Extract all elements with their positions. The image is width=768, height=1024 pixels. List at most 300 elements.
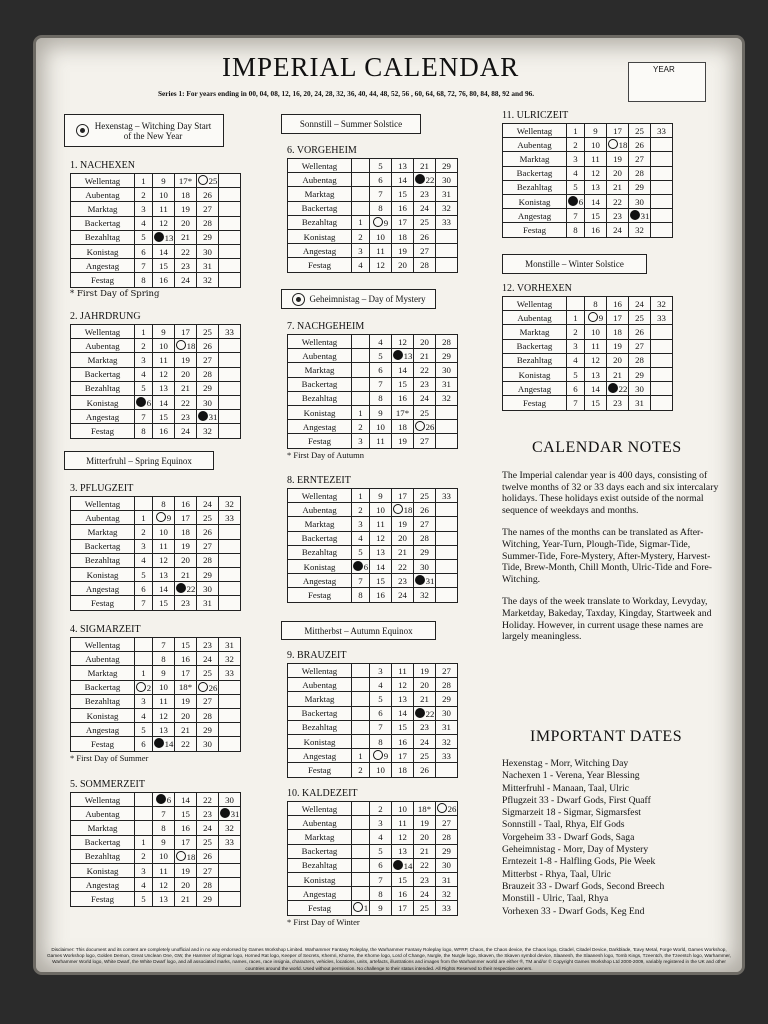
date-cell: 30 (197, 395, 219, 409)
calendar-row (71, 723, 241, 737)
series-subtitle: Series 1: For years ending in 00, 04, 08, 12, 16, 20, 24, 28, 32, 36, 40, 44, 48, 52, 56 , 60, 64, 68, 72, 76, 80, 84, 88, 92 and 96. (158, 89, 535, 98)
moon-icon (76, 124, 89, 137)
month-title: 9. BRAUZEIT (287, 650, 347, 661)
date-cell: 24 (197, 497, 219, 511)
date-cell: 28 (414, 258, 436, 272)
calendar-row (288, 531, 458, 545)
date-cell: 7 (153, 807, 175, 821)
weekday-cell: Aubentag (71, 339, 135, 353)
weekday-cell: Bezahltag (288, 391, 352, 405)
date-cell: 8 (370, 201, 392, 215)
date-cell (352, 377, 370, 391)
calendar-row (288, 749, 458, 763)
date-cell: 25 (197, 174, 219, 188)
date-cell: 26 (629, 325, 651, 339)
date-cell: 19 (392, 517, 414, 531)
date-cell (352, 363, 370, 377)
weekday-cell: Aubentag (288, 173, 352, 187)
date-cell: 7 (153, 638, 175, 652)
weekday-cell: Konistag (288, 229, 352, 243)
weekday-cell: Angestag (288, 749, 352, 763)
date-cell (219, 381, 241, 395)
date-cell: 29 (436, 692, 458, 706)
date-cell (219, 424, 241, 438)
date-cell (219, 723, 241, 737)
date-cell: 4 (370, 830, 392, 844)
date-cell (651, 325, 673, 339)
calendar-row (71, 892, 241, 906)
date-cell: 5 (352, 545, 370, 559)
calendar-row (71, 497, 241, 511)
date-cell: 24 (197, 652, 219, 666)
date-cell: 20 (392, 531, 414, 545)
date-cell: 11 (153, 539, 175, 553)
date-cell: 1 (352, 489, 370, 503)
calendar-row (288, 844, 458, 858)
weekday-cell: Festag (288, 763, 352, 777)
calendar-row (71, 878, 241, 892)
full-moon-icon (136, 397, 146, 407)
calendar-row (71, 638, 241, 652)
notes-paragraph: The Imperial calendar year is 400 days, consisting of twelve months of 32 or 33 days each and six intercalary holidays. These holidays exist outside of the normal sequence of weekdays and months. (502, 470, 719, 516)
page-title: IMPERIAL CALENDAR (222, 52, 520, 82)
weekday-cell: Angestag (503, 382, 567, 396)
date-cell (436, 588, 458, 602)
date-cell: 15 (392, 187, 414, 201)
date-cell: 30 (197, 737, 219, 751)
calendar-row (71, 849, 241, 863)
date-cell: 21 (414, 159, 436, 173)
calendar-row (71, 680, 241, 694)
date-cell: 20 (175, 708, 197, 722)
date-cell (352, 391, 370, 405)
weekday-cell: Konistag (71, 244, 135, 258)
date-cell (352, 187, 370, 201)
date-cell (135, 652, 153, 666)
date-cell: 32 (219, 821, 241, 835)
calendar-row (71, 835, 241, 849)
date-cell: 24 (197, 821, 219, 835)
weekday-cell: Aubentag (288, 503, 352, 517)
weekday-cell: Festag (503, 396, 567, 410)
holiday-mitterbst (281, 621, 436, 640)
calendar-row (71, 539, 241, 553)
date-cell: 13 (153, 381, 175, 395)
date-cell: 4 (567, 353, 585, 367)
date-cell: 3 (370, 664, 392, 678)
date-cell (436, 244, 458, 258)
month-grid (287, 334, 458, 449)
month-title: 1. NACHEXEN (70, 160, 135, 171)
month-grid (70, 496, 241, 611)
date-cell: 27 (197, 539, 219, 553)
date-cell: 7 (567, 209, 585, 223)
calendar-row (288, 489, 458, 503)
notes-heading: CALENDAR NOTES (532, 439, 682, 456)
date-cell: 16 (175, 652, 197, 666)
date-cell: 14 (175, 793, 197, 807)
month-grid (287, 488, 458, 603)
date-cell: 22 (414, 706, 436, 720)
date-cell: 19 (175, 694, 197, 708)
date-cell: 21 (175, 381, 197, 395)
weekday-cell: Angestag (288, 887, 352, 901)
new-moon-icon (415, 421, 425, 431)
calendar-row (71, 652, 241, 666)
disclaimer: Disclaimer: This document and its content are completely unofficial and in no way endorsed by Games Workshop Limited. Warhammer Fantasy Roleplay, the Warhammer Fantasy Roleplay logo, WFRP, Chaos, the Chaos device, the Chaos logo, Citadel, Citadel Device, Darkblade, 'Eavy Metal, Forge World, Games Workshop, Games Workshop logo, Golden Demon, Great Unclean One, GW, the Hammer of Sigmar logo, Horned Rat logo, Keeper of Secrets, Khemri, Khorne, the Khorne logo, Lord of Change, Nurgle, the Nurgle logo, Skaven, the Skaven symbol device, Slaanesh, the Slaanesh logo, Tomb Kings, Tzeentch, the Tzeentch logo, Warhammer, Warhammer World logo, White Dwarf, the White Dwarf logo, and all associated marks, names, races, race insignia, characters, vehicles, locations, units, artefacts, illustrations and images from the Warhammer world are either ®, TM and/or © Copyright Games Workshop Ltd 2000-2009, variably registered in the UK and other countries around the world. Used without permission. No challenge to their status intended. All Rights Reserved to their respective owners. (47, 947, 731, 971)
weekday-cell: Backertag (71, 835, 135, 849)
date-cell: 11 (585, 339, 607, 353)
date-cell (651, 209, 673, 223)
holiday-monstille (502, 254, 647, 274)
date-cell: 15 (392, 377, 414, 391)
weekday-cell: Wellentag (71, 497, 135, 511)
weekday-cell: Marktag (71, 202, 135, 216)
date-cell: 23 (197, 638, 219, 652)
date-cell: 8 (352, 588, 370, 602)
holiday-sonnstill (281, 114, 421, 134)
date-cell: 2 (352, 420, 370, 434)
date-cell: 18 (392, 503, 414, 517)
calendar-row (71, 737, 241, 751)
calendar-row (288, 173, 458, 187)
calendar-row (503, 396, 673, 410)
date-cell: 25 (414, 749, 436, 763)
date-cell (436, 574, 458, 588)
weekday-cell: Wellentag (288, 489, 352, 503)
date-cell (651, 180, 673, 194)
calendar-row (288, 887, 458, 901)
full-moon-icon (608, 383, 618, 393)
date-cell: 11 (370, 244, 392, 258)
date-cell: 33 (436, 901, 458, 915)
weekday-cell: Angestag (71, 723, 135, 737)
date-cell: 22 (414, 173, 436, 187)
date-cell: 24 (414, 887, 436, 901)
date-cell (436, 258, 458, 272)
date-cell: 16 (585, 223, 607, 237)
calendar-row (71, 339, 241, 353)
important-date-item: Mitterfruhl - Manaan, Taal, Ulric (502, 782, 630, 794)
date-cell (436, 434, 458, 448)
calendar-row (288, 363, 458, 377)
calendar-row (288, 816, 458, 830)
date-cell (352, 802, 370, 816)
calendar-row (71, 353, 241, 367)
date-cell: 9 (153, 174, 175, 188)
date-cell: 21 (175, 230, 197, 244)
calendar-page (36, 38, 742, 972)
date-cell: 6 (352, 559, 370, 573)
calendar-row (71, 821, 241, 835)
date-cell (219, 708, 241, 722)
date-cell: 19 (175, 863, 197, 877)
date-cell: 19 (392, 434, 414, 448)
date-cell: 28 (197, 216, 219, 230)
date-cell: 1 (135, 325, 153, 339)
date-cell: 15 (392, 872, 414, 886)
date-cell (219, 892, 241, 906)
date-cell (135, 497, 153, 511)
date-cell: 33 (436, 489, 458, 503)
date-cell: 1 (135, 666, 153, 680)
date-cell: 13 (153, 567, 175, 581)
weekday-cell: Festag (288, 258, 352, 272)
weekday-cell: Konistag (503, 367, 567, 381)
new-moon-icon (373, 750, 383, 760)
date-cell: 23 (197, 807, 219, 821)
calendar-row (503, 194, 673, 208)
full-moon-icon (220, 808, 230, 818)
date-cell (219, 244, 241, 258)
date-cell: 31 (197, 259, 219, 273)
date-cell: 29 (197, 892, 219, 906)
calendar-row (288, 802, 458, 816)
weekday-cell: Marktag (288, 363, 352, 377)
date-cell: 30 (219, 793, 241, 807)
calendar-row (503, 180, 673, 194)
calendar-row (503, 367, 673, 381)
date-cell: 6 (370, 363, 392, 377)
month-note: * First Day of Autumn (287, 449, 364, 460)
calendar-row (503, 353, 673, 367)
weekday-cell: Backertag (71, 680, 135, 694)
date-cell: 15 (392, 720, 414, 734)
date-cell: 32 (436, 734, 458, 748)
calendar-row (71, 230, 241, 244)
date-cell: 30 (197, 244, 219, 258)
date-cell: 7 (370, 872, 392, 886)
date-cell: 28 (436, 830, 458, 844)
date-cell: 11 (370, 517, 392, 531)
date-cell: 4 (135, 553, 153, 567)
date-cell: 14 (153, 244, 175, 258)
calendar-row (71, 553, 241, 567)
date-cell: 32 (436, 201, 458, 215)
date-cell (352, 159, 370, 173)
weekday-cell: Bezahltag (503, 180, 567, 194)
calendar-row (288, 763, 458, 777)
date-cell: 19 (414, 816, 436, 830)
date-cell (219, 582, 241, 596)
date-cell: 15 (175, 638, 197, 652)
date-cell: 16 (153, 273, 175, 287)
weekday-cell: Backertag (503, 339, 567, 353)
date-cell: 20 (175, 216, 197, 230)
weekday-cell: Bezahltag (503, 353, 567, 367)
date-cell: 27 (436, 664, 458, 678)
month-title: 5. SOMMERZEIT (70, 779, 145, 790)
year-field[interactable] (628, 62, 706, 102)
date-cell: 33 (651, 311, 673, 325)
date-cell: 25 (197, 511, 219, 525)
date-cell: 28 (197, 708, 219, 722)
new-moon-icon (198, 175, 208, 185)
date-cell: 19 (175, 202, 197, 216)
date-cell (352, 706, 370, 720)
date-cell: 15 (153, 596, 175, 610)
date-cell: 14 (370, 559, 392, 573)
notes-paragraph: The names of the months can be translated as After-Witching, Year-Turn, Plough-Tide, Sigmar-Tide, Summer-Tide, Fore-Mystery, After-Mystery, Harvest-Tide, Brew-Month, Chill Month, Ulric-Tide and Fore-Witching. (502, 527, 712, 585)
date-cell: 7 (135, 596, 153, 610)
date-cell: 7 (370, 720, 392, 734)
calendar-row (288, 901, 458, 915)
calendar-row (288, 692, 458, 706)
date-cell: 14 (392, 363, 414, 377)
date-cell (651, 194, 673, 208)
full-moon-icon (393, 860, 403, 870)
date-cell: 22 (414, 858, 436, 872)
date-cell (219, 878, 241, 892)
date-cell: 10 (585, 325, 607, 339)
date-cell: 25 (197, 835, 219, 849)
date-cell: 20 (175, 367, 197, 381)
date-cell (352, 720, 370, 734)
date-cell (651, 152, 673, 166)
weekday-cell: Backertag (288, 201, 352, 215)
date-cell: 29 (436, 349, 458, 363)
date-cell (135, 821, 153, 835)
month-note: * First Day of Spring (70, 288, 160, 299)
important-date-item: Vorgeheim 33 - Dwarf Gods, Saga (502, 831, 635, 843)
weekday-cell: Bezahltag (71, 849, 135, 863)
date-cell (352, 887, 370, 901)
date-cell: 2 (567, 138, 585, 152)
full-moon-icon (415, 174, 425, 184)
date-cell (135, 793, 153, 807)
full-moon-icon (154, 738, 164, 748)
calendar-row (503, 138, 673, 152)
weekday-cell: Wellentag (71, 325, 135, 339)
date-cell: 29 (197, 723, 219, 737)
date-cell: 20 (414, 678, 436, 692)
date-cell: 30 (197, 582, 219, 596)
date-cell (352, 816, 370, 830)
weekday-cell: Backertag (71, 539, 135, 553)
date-cell (436, 763, 458, 777)
calendar-row (71, 582, 241, 596)
date-cell: 16 (175, 821, 197, 835)
date-cell: 23 (414, 872, 436, 886)
important-heading: IMPORTANT DATES (530, 728, 683, 745)
date-cell: 11 (392, 816, 414, 830)
date-cell: 4 (370, 335, 392, 349)
date-cell: 5 (135, 381, 153, 395)
calendar-row (288, 244, 458, 258)
calendar-row (71, 244, 241, 258)
date-cell: 12 (585, 166, 607, 180)
month-title: 11. ULRICZEIT (502, 110, 569, 121)
weekday-cell: Festag (288, 434, 352, 448)
date-cell: 27 (629, 152, 651, 166)
date-cell: 13 (370, 545, 392, 559)
weekday-cell: Marktag (503, 152, 567, 166)
weekday-cell: Marktag (288, 830, 352, 844)
weekday-cell: Aubentag (71, 807, 135, 821)
full-moon-icon (568, 196, 578, 206)
important-date-item: Nachexen 1 - Verena, Year Blessing (502, 770, 640, 782)
month-6 (287, 145, 458, 273)
important-dates-list (502, 758, 732, 918)
date-cell: 17 (175, 666, 197, 680)
date-cell: 17 (392, 749, 414, 763)
date-cell: 16 (392, 887, 414, 901)
date-cell: 6 (567, 382, 585, 396)
date-cell: 20 (175, 553, 197, 567)
date-cell: 13 (153, 230, 175, 244)
date-cell: 31 (436, 872, 458, 886)
date-cell: 22 (197, 793, 219, 807)
date-cell: 5 (135, 567, 153, 581)
date-cell: 29 (436, 159, 458, 173)
weekday-cell: Bezahltag (288, 858, 352, 872)
date-cell (352, 844, 370, 858)
date-cell: 8 (153, 821, 175, 835)
date-cell: 1 (352, 749, 370, 763)
weekday-cell: Aubentag (503, 311, 567, 325)
date-cell (219, 174, 241, 188)
month-11 (502, 110, 673, 238)
calendar-row (503, 152, 673, 166)
calendar-row (288, 720, 458, 734)
date-cell (219, 567, 241, 581)
month-grid (287, 801, 458, 916)
date-cell: 3 (352, 434, 370, 448)
date-cell: 4 (135, 708, 153, 722)
month-note: * First Day of Summer (70, 752, 149, 763)
date-cell: 5 (135, 230, 153, 244)
weekday-cell: Wellentag (503, 297, 567, 311)
date-cell: 5 (370, 349, 392, 363)
calendar-row (71, 188, 241, 202)
important-date-item: Geheimnistag - Morr, Day of Mystery (502, 844, 649, 856)
month-grid (70, 637, 241, 752)
date-cell: 17 (392, 901, 414, 915)
date-cell (651, 223, 673, 237)
date-cell: 25 (414, 901, 436, 915)
month-10 (287, 788, 458, 927)
new-moon-icon (373, 217, 383, 227)
date-cell: 26 (414, 420, 436, 434)
weekday-cell: Angestag (288, 574, 352, 588)
date-cell: 8 (370, 391, 392, 405)
date-cell: 22 (607, 382, 629, 396)
weekday-cell: Wellentag (288, 335, 352, 349)
weekday-cell: Backertag (71, 216, 135, 230)
weekday-cell: Konistag (288, 734, 352, 748)
date-cell (219, 202, 241, 216)
date-cell: 14 (585, 382, 607, 396)
date-cell: 26 (197, 525, 219, 539)
calendar-row (71, 694, 241, 708)
date-cell: 29 (197, 381, 219, 395)
date-cell: 29 (197, 230, 219, 244)
calendar-row (71, 325, 241, 339)
calendar-row (288, 258, 458, 272)
date-cell: 28 (197, 553, 219, 567)
new-moon-icon (156, 512, 166, 522)
weekday-cell: Wellentag (288, 159, 352, 173)
date-cell (135, 807, 153, 821)
date-cell: 29 (436, 844, 458, 858)
date-cell: 10 (153, 188, 175, 202)
weekday-cell: Konistag (288, 872, 352, 886)
date-cell: 26 (197, 339, 219, 353)
date-cell (219, 539, 241, 553)
weekday-cell: Marktag (503, 325, 567, 339)
month-note: * First Day of Winter (287, 916, 360, 927)
date-cell: 32 (219, 652, 241, 666)
